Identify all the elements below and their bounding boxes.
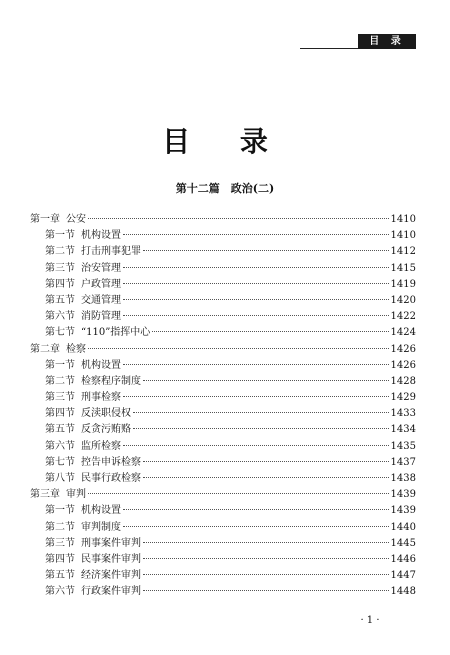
toc-entry-label: 第四节 <box>45 278 75 290</box>
leader-dots <box>123 266 389 268</box>
toc-entry-page: 1419 <box>390 278 416 290</box>
toc-entry-name: 机构设置 <box>81 230 121 242</box>
toc-entry-label: 第五节 <box>45 424 75 436</box>
toc-entry-label: 第七节 <box>45 327 75 339</box>
toc-entry-page: 1428 <box>390 375 416 387</box>
toc-entry-name: 打击刑事犯罪 <box>81 246 141 258</box>
leader-dots <box>143 573 389 575</box>
leader-dots <box>88 492 389 494</box>
toc-entry-label: 第二章 <box>30 343 60 355</box>
toc-section-row <box>30 455 416 471</box>
toc-section-row <box>30 309 416 325</box>
toc-entry-label: 第一节 <box>45 505 75 517</box>
toc-entry-page: 1446 <box>390 553 416 565</box>
toc-entry-page: 1433 <box>390 408 416 420</box>
toc-chapter-row <box>30 342 416 358</box>
toc-entry-name: 刑事案件审判 <box>81 537 141 549</box>
table-of-contents <box>30 212 416 601</box>
toc-entry-label: 第二节 <box>45 246 75 258</box>
toc-entry-name: 民事行政检察 <box>81 473 141 484</box>
toc-entry-label: 第二节 <box>45 521 75 533</box>
page-title: 目 录 <box>162 125 288 158</box>
leader-dots <box>123 525 389 527</box>
toc-entry-label: 第二节 <box>45 375 75 387</box>
toc-entry-label: 第六节 <box>45 311 75 323</box>
toc-entry-name: 机构设置 <box>81 505 121 517</box>
toc-entry-name: 反渎职侵权 <box>81 408 131 420</box>
toc-entry-page: 1434 <box>390 424 416 436</box>
leader-dots <box>143 460 389 462</box>
leader-dots <box>88 347 389 349</box>
toc-section-row <box>30 584 416 600</box>
toc-entry-name: 机构设置 <box>81 359 121 371</box>
toc-entry-page: 1438 <box>390 473 416 484</box>
leader-dots <box>123 314 389 316</box>
toc-section-row <box>30 228 416 244</box>
leader-dots <box>123 444 389 446</box>
header-tab: 目 录 <box>358 34 416 49</box>
toc-entry-label: 第七节 <box>45 456 75 468</box>
toc-entry-name: 审判制度 <box>81 521 121 533</box>
toc-entry-page: 1445 <box>390 537 416 549</box>
toc-entry-label: 第一章 <box>30 214 60 225</box>
leader-dots <box>123 298 389 300</box>
leader-dots <box>143 379 389 381</box>
toc-entry-label: 第四节 <box>45 408 75 420</box>
toc-entry-label: 第六节 <box>45 440 75 452</box>
leader-dots <box>143 589 389 591</box>
page-number: · 1 · <box>360 615 380 626</box>
toc-entry-page: 1429 <box>390 392 416 404</box>
toc-entry-name: 审判 <box>66 489 86 501</box>
toc-entry-label: 第三节 <box>45 262 75 274</box>
leader-dots <box>143 541 389 543</box>
toc-entry-page: 1439 <box>390 489 416 501</box>
toc-entry-label: 第一节 <box>45 230 75 242</box>
toc-entry-name: 检察程序制度 <box>81 375 141 387</box>
toc-entry-label: 第五节 <box>45 570 75 582</box>
toc-chapter-row <box>30 487 416 503</box>
leader-dots <box>133 427 389 429</box>
toc-entry-name: 消防管理 <box>81 311 121 323</box>
toc-entry-page: 1437 <box>390 456 416 468</box>
toc-entry-page: 1420 <box>390 294 416 306</box>
toc-entry-page: 1440 <box>390 521 416 533</box>
toc-section-row <box>30 325 416 341</box>
leader-dots <box>143 249 389 251</box>
toc-section-row <box>30 520 416 536</box>
toc-entry-name: 刑事检察 <box>81 392 121 404</box>
leader-dots <box>133 411 389 413</box>
leader-dots <box>143 476 389 478</box>
toc-section-row <box>30 536 416 552</box>
toc-entry-name: 行政案件审判 <box>81 586 141 598</box>
leader-dots <box>123 282 389 284</box>
leader-dots <box>123 395 389 397</box>
toc-entry-label: 第五节 <box>45 294 75 306</box>
toc-entry-name: 检察 <box>66 343 86 355</box>
toc-section-row <box>30 422 416 438</box>
toc-entry-page: 1439 <box>390 505 416 517</box>
toc-entry-label: 第三章 <box>30 489 60 501</box>
toc-entry-page: 1448 <box>390 586 416 598</box>
toc-section-row <box>30 244 416 260</box>
toc-section-row <box>30 406 416 422</box>
toc-entry-page: 1424 <box>390 327 416 339</box>
toc-section-row <box>30 358 416 374</box>
page-number-footer <box>0 615 450 626</box>
toc-section-row <box>30 293 416 309</box>
leader-dots <box>152 330 388 332</box>
toc-entry-name: 治安管理 <box>81 262 121 274</box>
toc-chapter-row <box>30 212 416 228</box>
toc-entry-label: 第三节 <box>45 392 75 404</box>
toc-entry-page: 1426 <box>390 343 416 355</box>
toc-entry-name: 监所检察 <box>81 440 121 452</box>
toc-entry-label: 第六节 <box>45 586 75 598</box>
toc-entry-name: 交通管理 <box>81 294 121 306</box>
toc-entry-label: 第四节 <box>45 553 75 565</box>
toc-entry-name: 户政管理 <box>81 278 121 290</box>
leader-dots <box>123 508 389 510</box>
toc-entry-page: 1422 <box>390 311 416 323</box>
toc-entry-page: 1435 <box>390 440 416 452</box>
toc-section-row <box>30 390 416 406</box>
leader-dots <box>123 363 389 365</box>
toc-entry-name: 控告申诉检察 <box>81 456 141 468</box>
toc-section-row <box>30 471 416 487</box>
toc-entry-name: 经济案件审判 <box>81 570 141 582</box>
toc-entry-page: 1410 <box>390 214 416 225</box>
toc-entry-page: 1447 <box>390 570 416 582</box>
toc-entry-name: 民事案件审判 <box>81 553 141 565</box>
toc-entry-page: 1415 <box>390 262 416 274</box>
toc-section-row <box>30 439 416 455</box>
toc-entry-label: 第八节 <box>45 473 75 484</box>
toc-entry-name: “110”指挥中心 <box>81 327 151 339</box>
toc-entry-page: 1412 <box>390 246 416 258</box>
toc-section-row <box>30 552 416 568</box>
toc-entry-page: 1410 <box>390 230 416 242</box>
leader-dots <box>88 217 389 219</box>
toc-entry-name: 反贪污贿赂 <box>81 424 131 436</box>
toc-section-row <box>30 568 416 584</box>
leader-dots <box>123 233 389 235</box>
toc-section-row <box>30 277 416 293</box>
toc-section-row <box>30 503 416 519</box>
toc-section-row <box>30 374 416 390</box>
toc-entry-page: 1426 <box>390 359 416 371</box>
section-title: 第十二篇 政治(二) <box>175 182 275 195</box>
toc-section-row <box>30 261 416 277</box>
toc-entry-name: 公安 <box>66 214 86 225</box>
toc-entry-label: 第三节 <box>45 537 75 549</box>
leader-dots <box>143 557 389 559</box>
toc-entry-label: 第一节 <box>45 359 75 371</box>
